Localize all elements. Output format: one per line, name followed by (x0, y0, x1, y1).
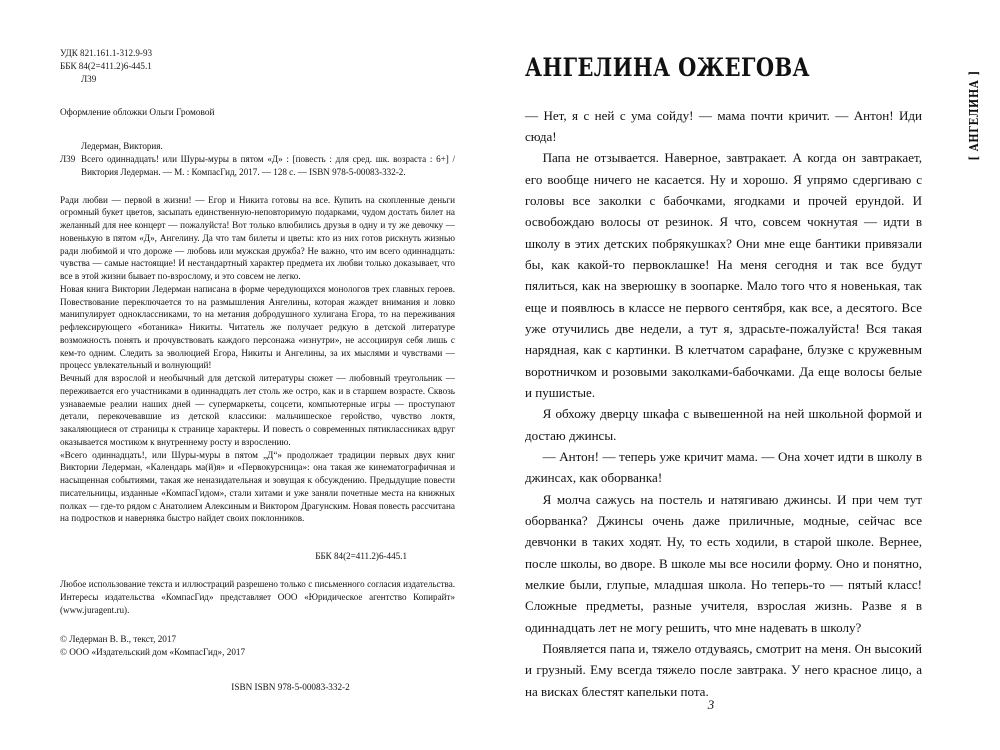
annotation-block (60, 194, 455, 526)
bbk-code-repeat: ББК 84(2=411.2)6-445.1 (315, 551, 407, 562)
annotation-paragraph: Новая книга Виктории Ледерман написана в форме чередующихся монологов трех главных героев. Повествование переключается то на размышления Ангелины, которая жаждет внимания и ловко манипулирует одноклассниками, то на метания добродушного хулигана Егора, то на переживания рефлексирующего «ботаника» Никиты. Читатель же получает редкую в детской литературе возможность понять и прочувствовать каждого персонажа «изнутри», не ассоциируя себя лишь с кем-то одним. Следить за эволюцией Егора, Никиты и Ангелины, за их мыслями и чувствами — процесс увлекательный и волнующий! (60, 283, 455, 371)
catalog-author: Ледерман, Виктория. (81, 141, 163, 152)
udk-code: УДК 821.161.1-312.9-93 (60, 48, 153, 58)
story-paragraph: Я молча сажусь на постель и натягиваю джинсы. И при чем тут оборванка? Джинсы очень даже приличные, модные, сейчас все девчонки в таких ходят. Ну, то есть ходили, в старой школе. Вернее, после школы, во дворе. В школе мы все носили форму. Оно и понятно, мелкие были, глупые, младшая школа. Но теперь-то — пятый класс! Сложные предметы, разные учителя, взрослая жизнь. Разве я в одиннадцать лет не могу решить, что мне надевать в школу? (525, 491, 922, 635)
shelf-code: Л39 (81, 74, 97, 85)
annotation-paragraph: «Всего одиннадцать!, или Шуры-муры в пятом „Д“» продолжает традиции первых двух книг Виктории Ледерман, «Календарь ма(й)я» и «Первокурсница»: она такая же кинематографичная и насыщенная событиями, такая же неназидательная и зовущая к обсуждению. Предыдущие повести писательницы, изданные «КомпасГидом», стали хитами и уже заняли почетные места на книжных полках — где-то рядом с Анатолием Алексиным и Виктором Драгунским. Новая повесть рассчитана на подростков и наверняка быстро найдет своих поклонников. (60, 449, 455, 524)
running-head-label: [ АНГЕЛИНА ] (965, 69, 981, 161)
chapter-title-text: АНГЕЛИНА ОЖЕГОВА (525, 53, 810, 83)
story-paragraph: — Нет, я с ней с ума сойду! — мама почти кричит. — Антон! Иди сюда! (525, 107, 922, 144)
cip-block (60, 47, 455, 86)
story-body (525, 105, 922, 703)
story-page (500, 0, 1000, 750)
bbk-code: ББК 84(2=411.2)6-445.1 (60, 61, 152, 72)
story-paragraph: Появляется папа и, тяжело отдуваясь, смотрит на меня. Он высокий и грузный. Ему всегда тяжело после завтрака. У него красное лицо, а на висках блестят капельки пота. (525, 641, 922, 699)
story-paragraph: Я обхожу дверцу шкафа с вывешенной на ней школьной формой и достаю джинсы. (525, 406, 922, 443)
catalog-shelf-code: Л39 (60, 154, 76, 165)
catalog-entry (60, 140, 455, 178)
annotation-paragraph: Вечный для взрослой и необычный для детской литературы сюжет — любовный треугольник — переживается его участниками в одиннадцать лет столь же остро, как и в старшем возрасте. Сквозь узнаваемые реалии наших дней — супермаркеты, соцсети, компьютерные игры — проступают детали, перекочевавшие из детской классики: мальчишеское геройство, чувство локтя, закаляющиеся от страницы к странице характеры. И повесть о современных пятиклассниках вдруг оказывается мостиком к внутреннему росту и взрослению. (60, 373, 455, 447)
page-number: 3 (707, 697, 715, 712)
running-head-tab (960, 40, 986, 190)
catalog-description: Всего одиннадцать! или Шуры-муры в пятом «Д» : [повесть : для сред. шк. возраста : 6+] / Виктория Ледерман. — М. : КомпасГид, 2017. — 128 с. — ISBN 978-5-00083-332-2. (81, 154, 455, 177)
rights-notice: Любое использование текста и иллюстраций разрешено только с письменного согласия издательства. Интересы издательства «КомпасГид» представляет ООО «Юридическое агентство Копирайт» (www.juragent.ru). (60, 579, 455, 615)
copyright-lines (60, 633, 455, 659)
story-paragraph: — Антон! — теперь уже кричит мама. — Она хочет идти в школу в джинсах, как оборванка! (525, 449, 922, 486)
isbn-line: ISBN ISBN 978-5-00083-332-2 (231, 682, 350, 693)
annotation-paragraph: Ради любви — первой в жизни! — Егор и Никита готовы на все. Купить на скопленные деньги огромный букет цветов, засыпать единственную-неповторимую подарками, чудом достать билет на желанный для нее концерт — пожалуйста! Вот только влюбились друзья в одну и ту же девочку — новенькую в пятом «Д», Ангелину. Да что там билеты и цветы: кто из них готов рискнуть жизнью ради любимой и что дороже — любовь или мужская дружба? Не важно, что им всего одиннадцать: чувства — самые настоящие! И нестандартный характер предмета их любви только доказывает, что все в этой жизни бывает по-взрослому, и это совсем не легко. (60, 194, 455, 282)
copyright-line: © Ледерман В. В., текст, 2017 (60, 633, 177, 644)
cover-designer-credit: Оформление обложки Ольги Громовой (60, 108, 215, 119)
copyright-line: © ООО «Издательский дом «КомпасГид», 2017 (60, 647, 246, 658)
page-title (525, 53, 851, 83)
story-paragraph: Папа не отзывается. Наверное, завтракает. А когда он завтракает, его вообще ничего не касается. Ну и хорошо. Я упрямо сдергиваю с головы все заколки с бабочками, ягодками и прочей ерундой. И освобождаю волосы от резинок. Я что, совсем чокнутая — идти в школу в этих детских побрякушках? Они мне еще бантики привязали бы, как какой-то первоклашке! На меня сегодня и так все будут пялиться, как на зверюшку в зоопарке. Мало того что я новенькая, так еще и появлюсь в классе не первого сентября, как все, а десятого. Все уже отучились две недели, а тут я, здрасьте-пожалуйста! Вся такая нарядная, как с картинки. В клетчатом сарафане, блузке с кружевным воротничком и розовыми заколками-бабочками. Да еще волосы белые и пушистые. (525, 150, 922, 400)
